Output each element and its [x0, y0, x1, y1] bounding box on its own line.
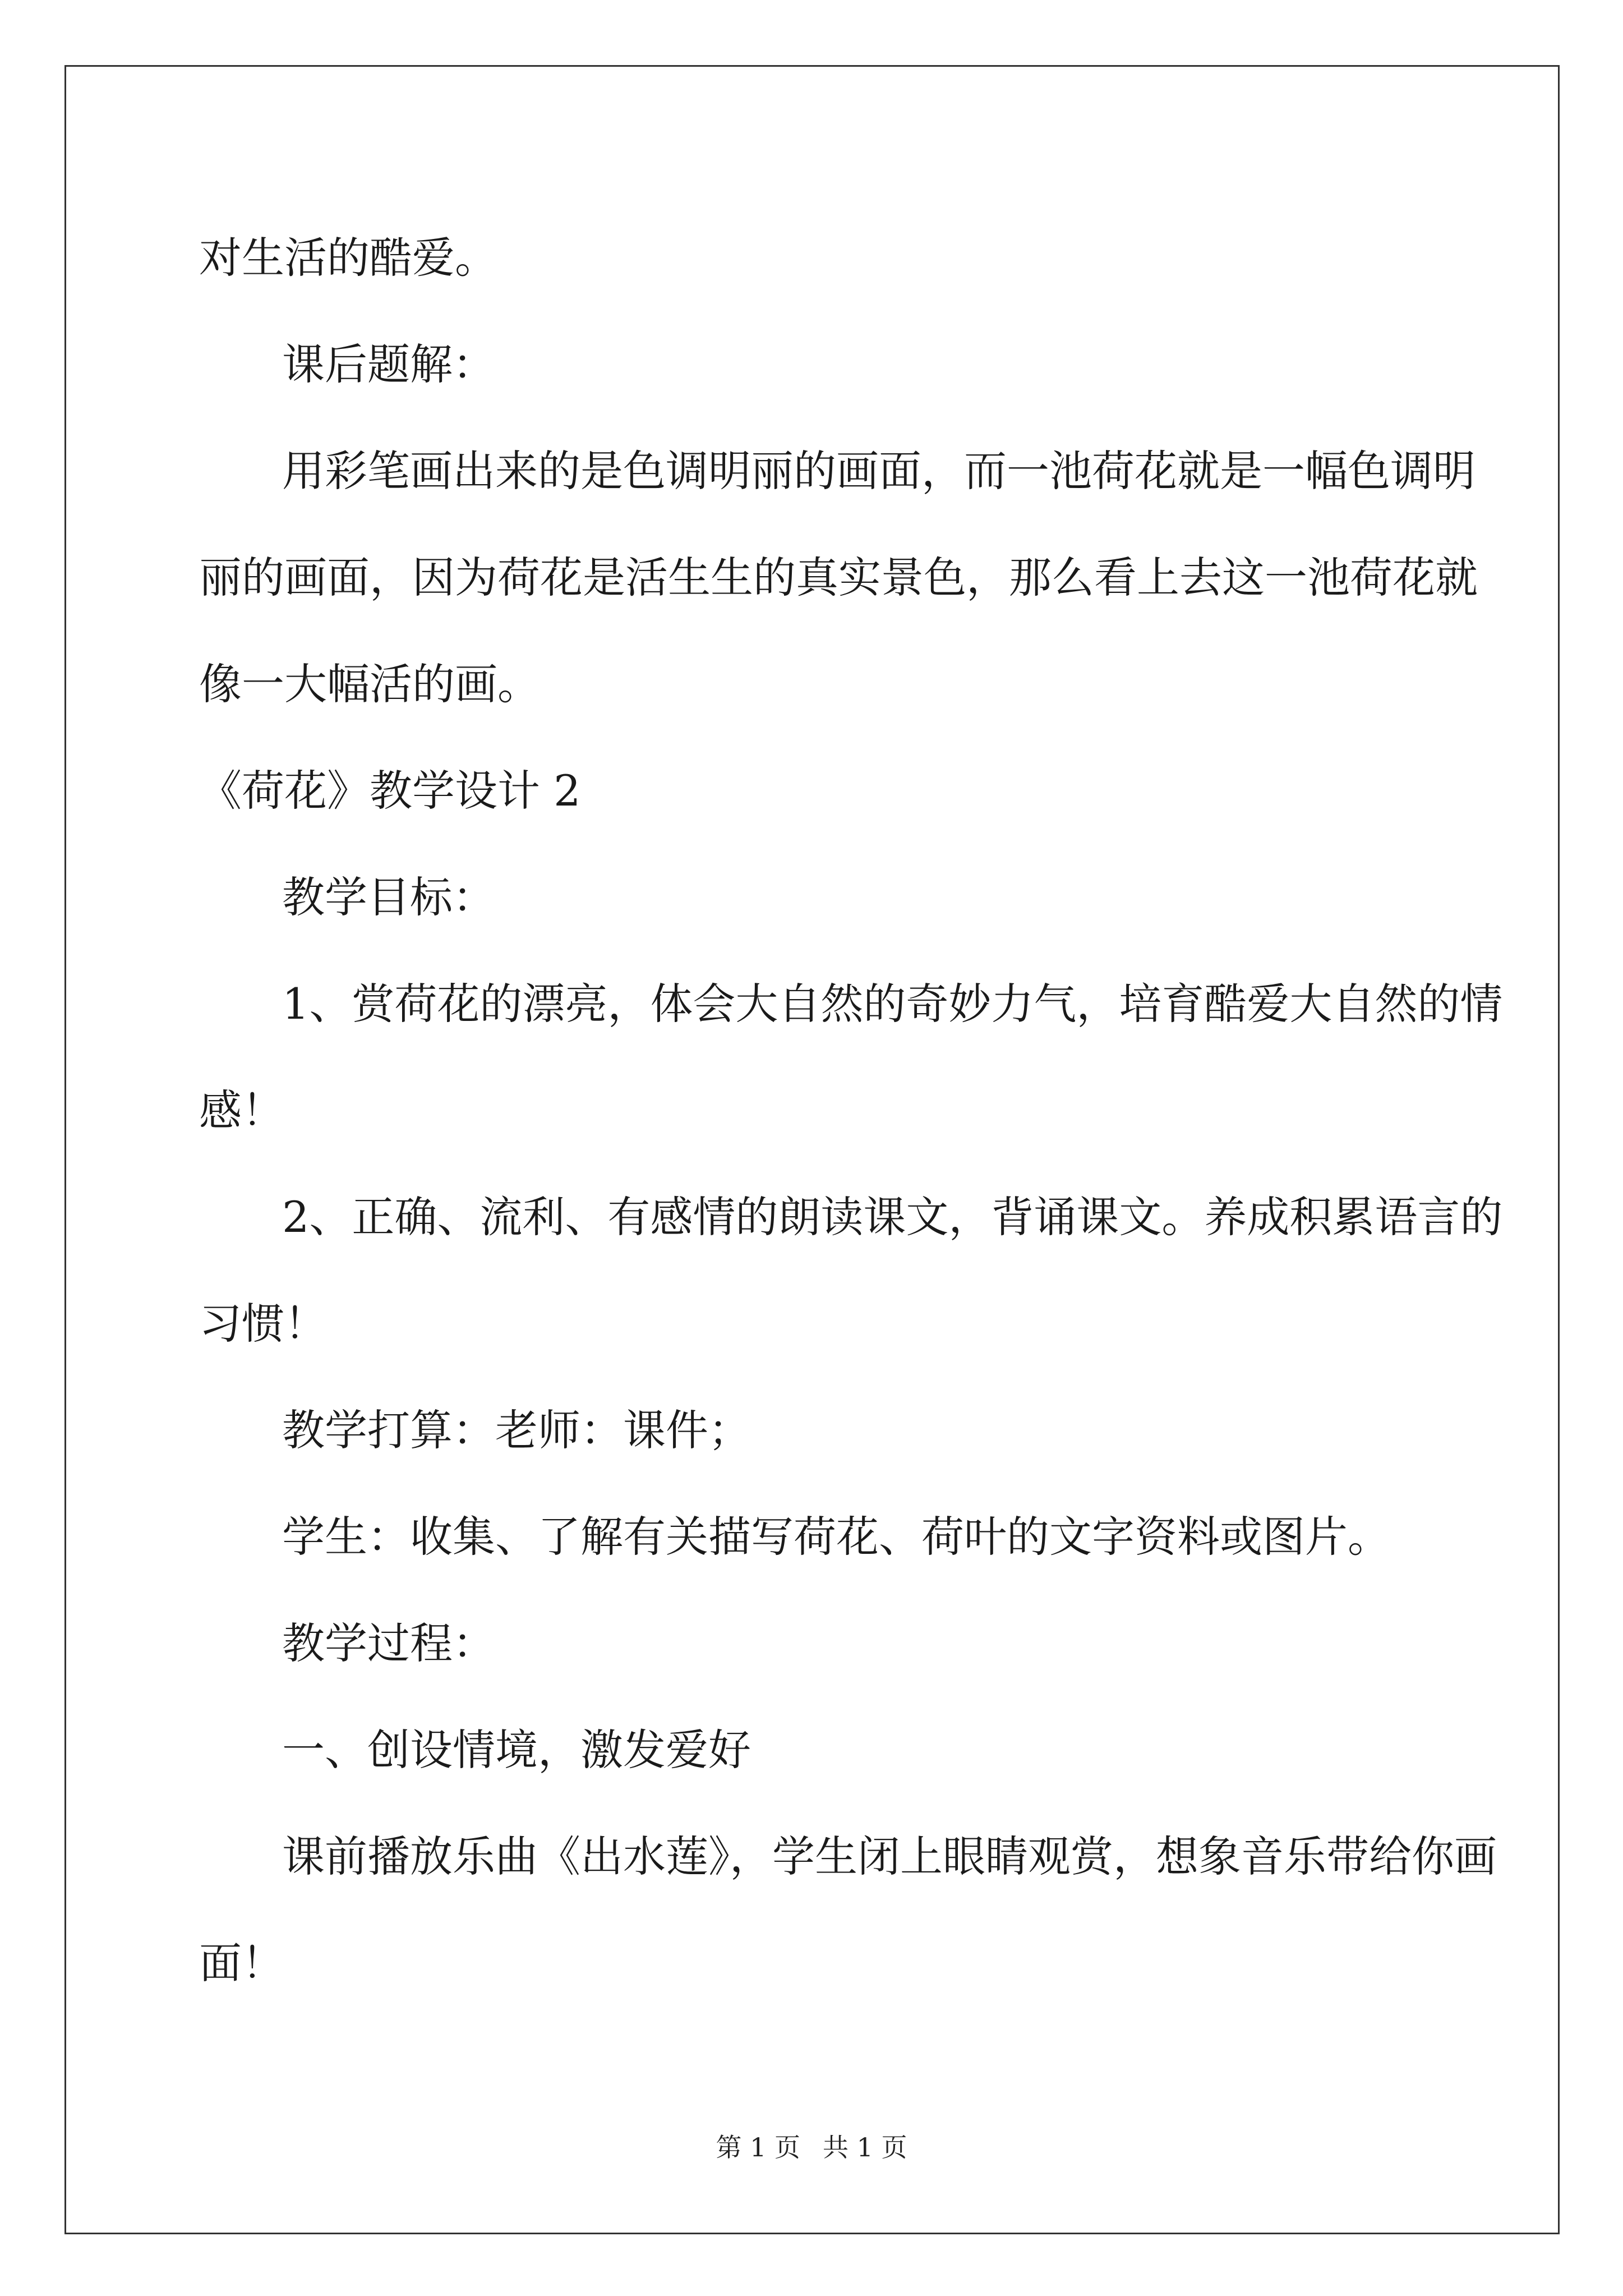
page-footer [0, 2131, 1623, 2164]
text-line-5: 像一大幅活的画。 [199, 659, 540, 709]
text-line-12: 教学打算：老师：课件； [282, 1405, 751, 1455]
text-line-8: 1、赏荷花的漂亮，体会大自然的奇妙力气，培育酷爱大自然的情 [282, 979, 1503, 1029]
text-line-13: 学生：收集、了解有关描写荷花、荷叶的文字资料或图片。 [282, 1512, 1390, 1562]
text-line-17: 面！ [199, 1938, 284, 1988]
text-line-1: 对生活的酷爱。 [199, 233, 497, 283]
page-number-total: 共 1 页 [823, 2132, 907, 2162]
text-line-9: 感！ [199, 1085, 284, 1135]
text-line-11: 习惯！ [199, 1299, 327, 1349]
text-line-15: 一、创设情境，激发爱好 [282, 1725, 751, 1775]
section-heading: 《荷花》教学设计 2 [199, 766, 581, 816]
text-line-7: 教学目标： [282, 872, 495, 922]
text-line-14: 教学过程： [282, 1618, 495, 1668]
text-line-4: 丽的画面，因为荷花是活生生的真实景色，那么看上去这一池荷花就 [199, 553, 1478, 602]
page-number-current: 第 1 页 [716, 2132, 800, 2162]
document-body [199, 205, 1503, 2017]
text-line-16: 课前播放乐曲《出水莲》，学生闭上眼睛观赏，想象音乐带给你画 [282, 1832, 1497, 1881]
text-line-3: 用彩笔画出来的是色调明丽的画面，而一池荷花就是一幅色调明 [282, 446, 1476, 496]
text-line-10: 2、正确、流利、有感情的朗读课文，背诵课文。养成积累语言的 [282, 1192, 1503, 1242]
text-line-2: 课后题解： [282, 339, 495, 389]
